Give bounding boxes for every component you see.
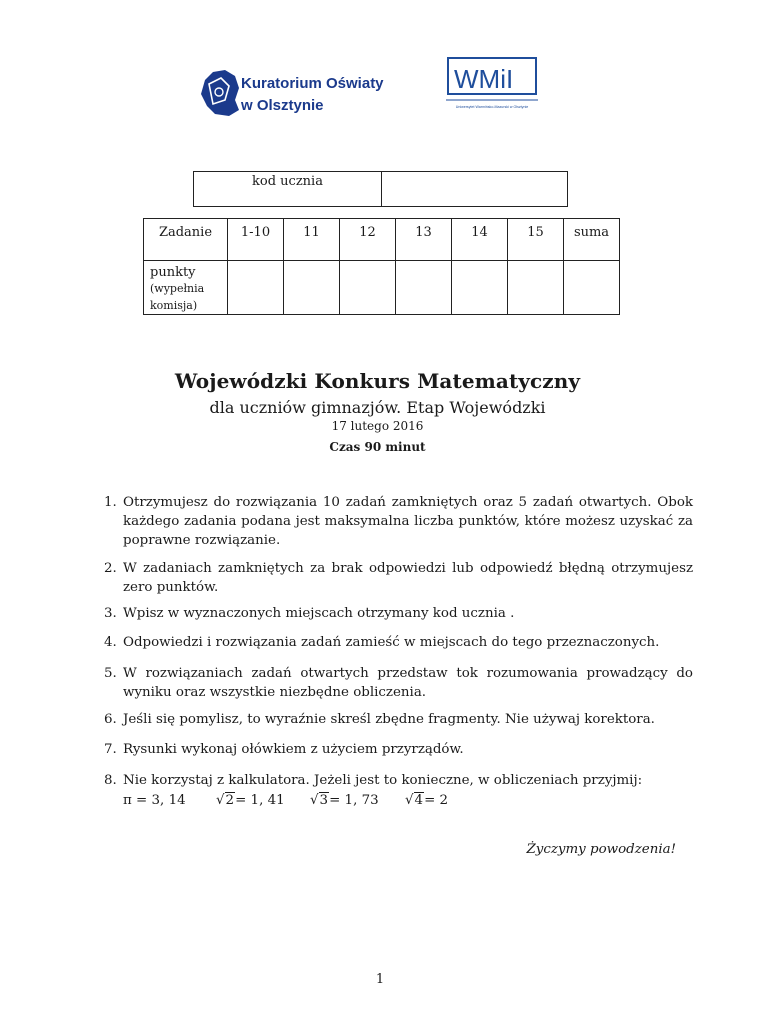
sqrt2-radicand: 2 <box>225 793 235 808</box>
approximation-values <box>123 791 693 810</box>
list-item <box>104 664 693 702</box>
student-code-label: kod ucznia <box>194 172 382 206</box>
list-item-number: 4. <box>104 635 117 650</box>
sqrt3-radicand: 3 <box>319 793 329 808</box>
list-item-number: 5. <box>104 666 117 681</box>
score-header-13: 13 <box>396 219 452 261</box>
score-cell-11[interactable] <box>284 261 340 315</box>
score-table-header-row <box>144 219 620 261</box>
list-item-number: 1. <box>104 495 117 510</box>
list-item-text: Nie korzystaj z kalkulatora. Jeżeli jest to konieczne, w obliczeniach przyjmij: <box>123 773 643 788</box>
list-item-text: Jeśli się pomylisz, to wyraźnie skreśl zbędne fragmenty. Nie używaj korektora. <box>123 712 655 727</box>
list-item-text: Rysunki wykonaj ołówkiem z użyciem przyrządów. <box>123 742 464 757</box>
score-table <box>143 218 620 315</box>
sqrt4-value: = 2 <box>424 793 449 808</box>
list-item <box>104 771 693 810</box>
list-item-number: 2. <box>104 561 117 576</box>
student-code-box <box>193 171 568 207</box>
list-item-number: 6. <box>104 712 117 727</box>
score-header-15: 15 <box>508 219 564 261</box>
sqrt3-approximation: √3= 1, 73 <box>310 793 379 808</box>
list-item-number: 8. <box>104 773 117 788</box>
score-cell-15[interactable] <box>508 261 564 315</box>
list-item-text: Wpisz w wyznaczonych miejscach otrzymany kod ucznia . <box>123 606 515 621</box>
exam-date: 17 lutego 2016 <box>331 419 424 433</box>
sqrt4-approximation: √4= 2 <box>405 793 449 808</box>
score-header-1-10: 1-10 <box>228 219 284 261</box>
list-item <box>104 493 693 550</box>
document-subtitle: dla uczniów gimnazjów. Etap Wojewódzki <box>209 398 546 417</box>
student-code-field[interactable] <box>382 172 567 206</box>
pi-approximation: π = 3, 14 <box>123 793 186 808</box>
score-header-sum: suma <box>564 219 620 261</box>
score-header-12: 12 <box>340 219 396 261</box>
score-header-task: Zadanie <box>144 219 228 261</box>
score-header-14: 14 <box>452 219 508 261</box>
list-item-text: W rozwiązaniach zadań otwartych przedstaw tok rozumowania prowadzący do wyniku oraz wszystkie niezbędne obliczenia. <box>123 666 693 700</box>
score-table-points-row <box>144 261 620 315</box>
score-cell-13[interactable] <box>396 261 452 315</box>
score-cell-12[interactable] <box>340 261 396 315</box>
sqrt4-radicand: 4 <box>414 793 424 808</box>
score-cell-14[interactable] <box>452 261 508 315</box>
score-cell-sum[interactable] <box>564 261 620 315</box>
page-number: 1 <box>375 972 385 987</box>
document-title: Wojewódzki Konkurs Matematyczny <box>174 369 581 393</box>
list-item-number: 7. <box>104 742 117 757</box>
closing-wish: Życzymy powodzenia! <box>526 842 676 857</box>
wmii-logo-caption: Uniwersytet Warmińsko-Mazurski w Olsztynie <box>455 105 529 109</box>
sqrt2-value: = 1, 41 <box>235 793 285 808</box>
list-item <box>104 710 693 729</box>
list-item-text: Otrzymujesz do rozwiązania 10 zadań zamkniętych oraz 5 zadań otwartych. Obok każdego zadania podana jest maksymalna liczba punktów, które możesz uzyskać za poprawne rozwiązanie. <box>123 495 693 548</box>
list-item-number: 3. <box>104 606 117 621</box>
points-sublabel-2: komisja) <box>150 299 198 312</box>
sqrt2-approximation: √2= 1, 41 <box>216 793 285 808</box>
score-header-11: 11 <box>284 219 340 261</box>
list-item <box>104 740 693 759</box>
points-sublabel-1: (wypełnia <box>150 282 205 295</box>
wmii-logo <box>444 54 540 112</box>
kuratorium-logo-line1: Kuratorium Oświaty <box>241 75 384 92</box>
list-item <box>104 633 693 652</box>
list-item <box>104 604 693 623</box>
score-points-label <box>144 261 228 315</box>
exam-duration: Czas 90 minut <box>329 440 426 454</box>
kuratorium-logo-line2: w Olsztynie <box>241 97 324 114</box>
sqrt3-value: = 1, 73 <box>329 793 379 808</box>
map-of-poland-icon <box>201 70 239 116</box>
list-item-text: W zadaniach zamkniętych za brak odpowiedzi lub odpowiedź błędną otrzymujesz zero punktów. <box>123 561 693 595</box>
wmii-logo-letters: WMiI <box>454 64 514 94</box>
list-item-text: Odpowiedzi i rozwiązania zadań zamieść w miejscach do tego przeznaczonych. <box>123 635 660 650</box>
points-label: punkty <box>150 265 196 280</box>
kuratorium-logo <box>199 66 384 118</box>
list-item <box>104 559 693 597</box>
score-cell-1-10[interactable] <box>228 261 284 315</box>
